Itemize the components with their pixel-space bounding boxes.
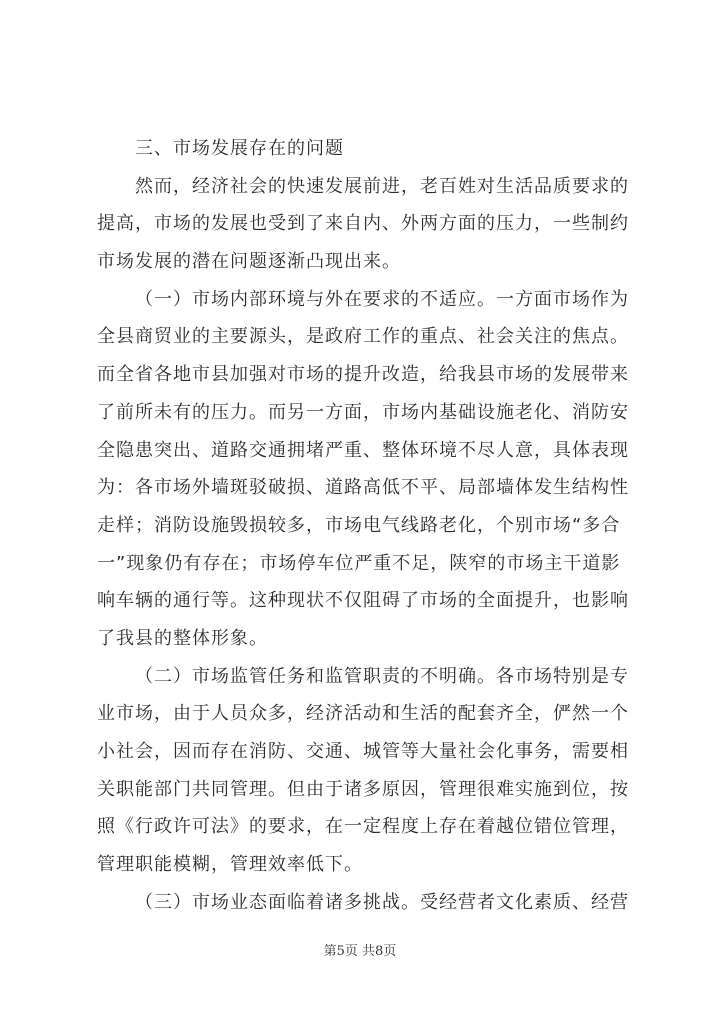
paragraph-line: （三）市场业态面临着诸多挑战。受经营者文化素质、经营 — [135, 891, 629, 913]
paragraph-line: 全隐患突出、道路交通拥堵严重、整体环境不尽人意，具体表现 — [97, 439, 629, 461]
paragraph-line: 照《行政许可法》的要求，在一定程度上存在着越位错位管理， — [97, 816, 629, 838]
paragraph-line: 然而，经济社会的快速发展前进，老百姓对生活品质要求的 — [135, 175, 629, 197]
paragraph — [97, 658, 657, 884]
paragraph-line: 一”现象仍有存在；市场停车位严重不足，陕窄的市场主干道影 — [97, 552, 621, 574]
paragraph-line: （一）市场内部环境与外在要求的不适应。一方面市场作为 — [135, 288, 629, 310]
paragraph-line: 管理职能模糊，管理效率低下。 — [97, 854, 363, 876]
paragraph-line: 业市场，由于人员众多，经济活动和生活的配套齐全，俨然一个 — [97, 703, 629, 725]
paragraph — [97, 884, 657, 922]
paragraph-line: 提高，市场的发展也受到了来自内、外两方面的压力，一些制约 — [97, 213, 629, 235]
paragraph-line: （二）市场监管任务和监管职责的不明确。各市场特别是专 — [135, 665, 629, 687]
section-heading: 三、市场发展存在的问题 — [135, 138, 344, 159]
paragraph-line: 了我县的整体形象。 — [97, 627, 268, 649]
paragraph-line: 了前所未有的压力。而另一方面，市场内基础设施老化、消防安 — [97, 401, 629, 423]
paragraph-line: 市场发展的潜在问题逐渐凸现出来。 — [97, 251, 401, 273]
page-number-footer: 第5页 共8页 — [323, 944, 397, 959]
paragraph — [97, 168, 657, 281]
document-body — [97, 130, 657, 921]
paragraph-line: 而全省各地市县加强对市场的提升改造，给我县市场的发展带来 — [97, 364, 629, 386]
paragraph-line: 走样；消防设施毁损较多，市场电气线路老化，个别市场“多合 — [97, 514, 621, 536]
paragraph-line: 小社会，因而存在消防、交通、城管等大量社会化事务，需要相 — [97, 741, 629, 762]
paragraph-line: 为：各市场外墙斑驳破损、道路高低不平、局部墙体发生结构性 — [97, 477, 629, 499]
paragraph — [97, 281, 657, 658]
paragraph-line: 响车辆的通行等。这种现状不仅阻碍了市场的全面提升，也影响 — [97, 590, 629, 612]
paragraph-line: 全县商贸业的主要源头，是政府工作的重点、社会关注的焦点。 — [97, 326, 629, 348]
paragraph-line: 关职能部门共同管理。但由于诸多原因，管理很难实施到位，按 — [97, 778, 629, 800]
